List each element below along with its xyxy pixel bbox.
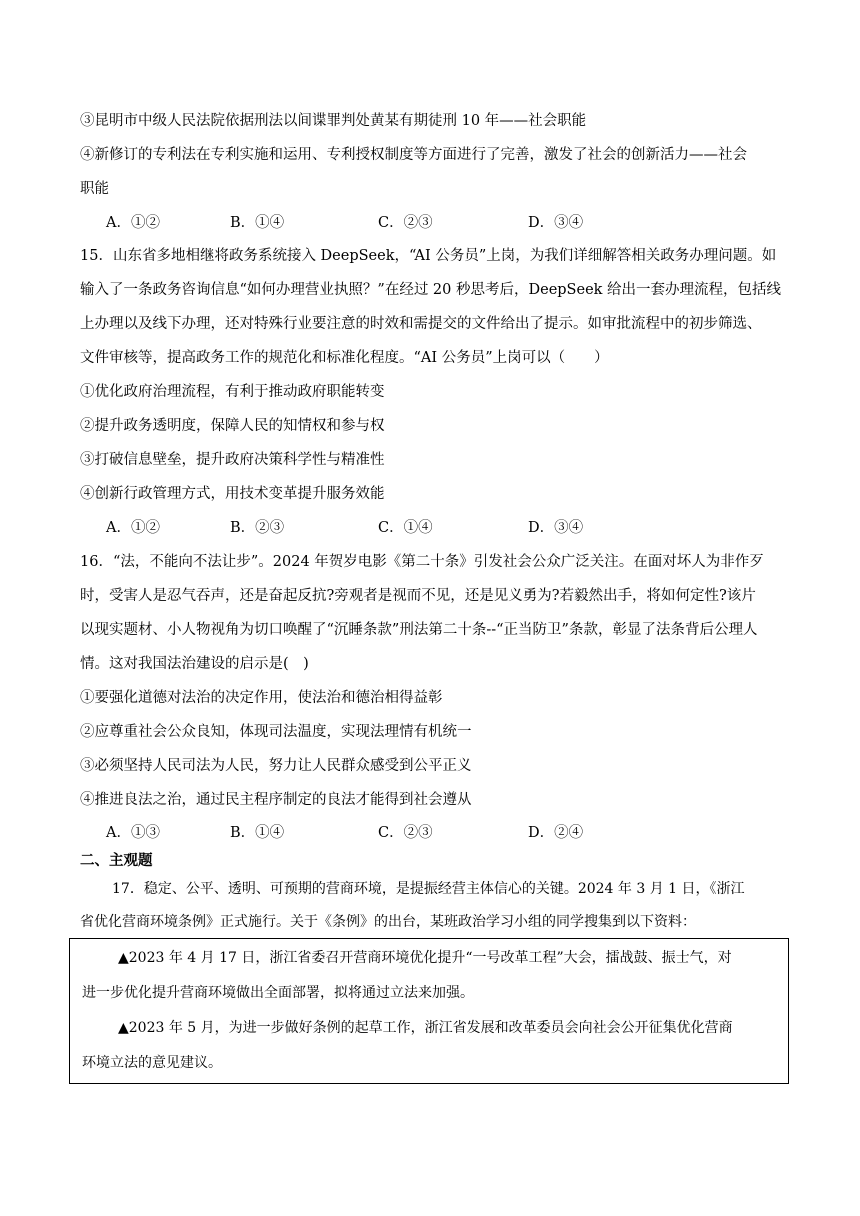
- q16-stem-line: 时，受害人是忍气吞声，还是奋起反抗?旁观者是视而不见，还是见义勇为?若毅然出手，将如何定性?该片: [80, 588, 756, 604]
- q16-stem-line: 以现实题材、小人物视角为切口唤醒了“沉睡条款”刑法第二十条--“正当防卫”条款，彰显了法条背后公理人: [80, 622, 758, 638]
- material-line: 环境立法的意见建议。: [82, 1055, 222, 1071]
- material-line: ▲2023 年 4 月 17 日，浙江省委召开营商环境优化提升“一号改革工程”大会，擂战鼓、振士气，对: [118, 950, 732, 966]
- q15-option-a[interactable]: A．①②: [106, 520, 160, 536]
- q14-option-c[interactable]: C．②③: [378, 215, 433, 231]
- q16-item-2: ②应尊重社会公众良知，体现司法温度，实现法理情有机统一: [80, 724, 472, 740]
- q16-option-c[interactable]: C．②③: [378, 825, 433, 841]
- q16-stem-line: 16．“法，不能向不法让步”。2024 年贺岁电影《第二十条》引发社会公众广泛关注。在面对坏人为非作歹: [80, 554, 764, 570]
- q14-option-d[interactable]: D．③④: [528, 215, 584, 231]
- q17-stem-line: 17．稳定、公平、透明、可预期的营商环境，是提振经营主体信心的关键。2024 年 3 月 1 日，《浙江: [112, 881, 745, 897]
- q15-item-3: ③打破信息壁垒，提升政府决策科学性与精准性: [80, 452, 385, 468]
- q16-item-4: ④推进良法之治，通过民主程序制定的良法才能得到社会遵从: [80, 792, 472, 808]
- q16-item-3: ③必须坚持人民司法为人民，努力让人民群众感受到公平正义: [80, 758, 472, 774]
- q14-option-b[interactable]: B．①④: [230, 215, 285, 231]
- q15-item-1: ①优化政府治理流程，有利于推动政府职能转变: [80, 384, 385, 400]
- q14-item-4: ④新修订的专利法在专利实施和运用、专利授权制度等方面进行了完善，激发了社会的创新活力——社会: [80, 147, 747, 163]
- q15-option-d[interactable]: D．③④: [528, 520, 584, 536]
- q15-stem-line: 上办理以及线下办理，还对特殊行业要注意的时效和需提交的文件给出了提示。如审批流程中的初步筛选、: [80, 316, 762, 332]
- q16-option-b[interactable]: B．①④: [230, 825, 285, 841]
- q15-stem-line: 文件审核等，提高政务工作的规范化和标准化程度。“AI 公务员”上岗可以（ ）: [80, 350, 609, 366]
- q15-option-b[interactable]: B．②③: [230, 520, 285, 536]
- q14-item-4-cont: 职能: [80, 181, 109, 197]
- q17-stem-line: 省优化营商环境条例》正式施行。关于《条例》的出台，某班政治学习小组的同学搜集到以下资料：: [80, 914, 696, 930]
- q14-item-3: ③昆明市中级人民法院依据刑法以间谍罪判处黄某有期徒刑 10 年——社会职能: [80, 113, 587, 129]
- material-box: [69, 938, 789, 1084]
- q16-option-a[interactable]: A．①③: [106, 825, 160, 841]
- q16-stem-line: 情。这对我国法治建设的启示是( ): [80, 656, 309, 672]
- material-line: 进一步优化提升营商环境做出全面部署，拟将通过立法来加强。: [82, 985, 474, 1001]
- q15-item-4: ④创新行政管理方式，用技术变革提升服务效能: [80, 486, 385, 502]
- q14-option-a[interactable]: A．①②: [106, 215, 160, 231]
- q15-option-c[interactable]: C．①④: [378, 520, 433, 536]
- q15-stem-line: 15．山东省多地相继将政务系统接入 DeepSeek，“AI 公务员”上岗，为我们详细解答相关政务办理问题。如: [80, 248, 777, 264]
- q16-option-d[interactable]: D．②④: [528, 825, 584, 841]
- material-line: ▲2023 年 5 月，为进一步做好条例的起草工作，浙江省发展和改革委员会向社会公开征集优化营商: [118, 1020, 733, 1036]
- q16-item-1: ①要强化道德对法治的决定作用，使法治和德治相得益彰: [80, 690, 443, 706]
- section-heading: 二、主观题: [80, 853, 153, 869]
- q15-stem-line: 输入了一条政务咨询信息“如何办理营业执照？”在经过 20 秒思考后，DeepSeek 给出一套办理流程，包括线: [80, 282, 782, 298]
- q15-item-2: ②提升政务透明度，保障人民的知情权和参与权: [80, 418, 385, 434]
